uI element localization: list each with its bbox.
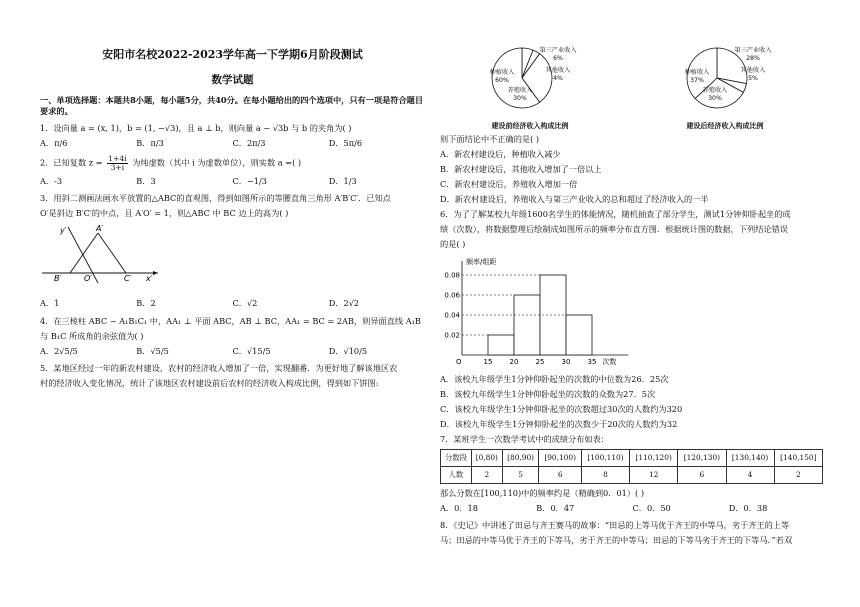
question-1-stem: 1．设向量 a = (x, 1)，b = (1, −√3)，且 a ⊥ b，则向量 a − √3b 与 b 的夹角为( ) [40,123,352,134]
label-o-prime: O′ [84,274,93,284]
label-y-axis: y′ [60,226,67,236]
pie-slice-value: 5% [748,75,758,82]
x-tick-label: 30 [561,357,571,366]
table-cell-count: 2 [471,466,502,483]
question-7-option-d[interactable]: D．0．38 [728,502,768,513]
question-1-option-b[interactable]: B．π/3 [136,138,164,149]
pie-slice-label: 种植收入 [684,69,710,76]
pie-slice-value: 4% [553,75,563,82]
question-6-stem-line2: 绩（次数），将数据整理后绘制成如图所示的频率分布直方图．根据统计图的数据，下列结论错误 [440,224,788,235]
x-axis-label: 次数 [602,357,617,366]
question-1 [40,123,425,149]
question-4-stem-line1: 4．在三棱柱 ABC − A₁B₁C₁ 中，AA₁ ⊥ 平面 ABC，AB ⊥ BC，AA₁ = BC = 2AB，则异面直线 A₁B [40,315,421,326]
table-row-counts [441,466,823,483]
question-3-option-d[interactable]: D．2√2 [328,298,360,309]
question-2-stem-pre: 2．已知复数 [40,157,87,168]
triangle-diagram [40,223,160,291]
question-3-option-c[interactable]: C．√2 [232,298,258,309]
question-6-stem-line1: 6．为了了解某校九年级1600名学生的体能情况，随机抽查了部分学生，测试1分钟仰卧起坐的成 [440,209,791,220]
question-7-option-c[interactable]: C．0．50 [632,502,671,513]
question-6-option-a[interactable]: A．该校九年级学生1分钟仰卧起坐的次数的中位数为26．25次 [440,373,669,384]
pie-slice-value: 30% [513,95,527,102]
origin-label: O [456,357,462,366]
pie-slice-label: 第三产业收入 [734,47,772,54]
question-3-stem-line2: O′是斜边 B′C′的中点，且 A′O′ = 1，则△ABC 中 BC 边上的高为( ) [40,208,289,219]
label-x-axis: x′ [146,274,153,284]
pie-after-caption: 建设后经济收入构成比例 [686,121,764,131]
section-heading: 一、单项选择题：本题共8小题，每小题5分，共40分。在每小题给出的四个选项中，只有一项是符合题目要求的。 [40,95,424,117]
question-2-denominator: 3+i [110,163,125,173]
x-tick-label: 20 [509,357,519,366]
table-cell-range: [110,120) [630,449,678,466]
question-4-options [40,346,425,357]
label-b-prime: B′ [54,274,62,284]
y-tick-label: 0.02 [444,331,460,339]
question-4 [40,316,425,357]
question-7-option-b[interactable]: B．0．47 [536,502,575,513]
y-tick-label: 0.06 [444,291,460,299]
table-cell-range: [90,100) [539,449,581,466]
pie-slice-value: 37% [690,77,704,84]
question-1-options [40,138,425,149]
question-3 [40,193,425,309]
question-5-option-b[interactable]: B．新农村建设后，其他收入增加了一倍以上 [440,164,602,175]
table-cell-range: [100,110) [581,449,629,466]
table-cell-count: 4 [726,466,774,483]
pie-slice-value: 6% [553,55,563,62]
pie-before-caption: 建设前经济收入构成比例 [491,121,569,131]
table-cell-count: 6 [539,466,581,483]
exam-title: 安阳市名校2022-2023学年高一下学期6月阶段测试 [102,48,363,61]
question-2-option-a[interactable]: A．-3 [40,176,63,187]
table-cell-count: 6 [678,466,726,483]
pie-chart-before [440,40,620,116]
pie-chart-after [635,40,815,116]
question-6-option-b[interactable]: B．该校九年级学生1分钟仰卧起坐的次数的众数为27．5次 [440,388,656,399]
question-3-stem-line1: 3．用斜二测画法画水平放置的△ABC的直观图，得到如图所示的等腰直角三角形 A′B′C′．已知点 [40,193,391,204]
question-8-stem-line1: 8．《史记》中讲述了田忌与齐王赛马的故事：“田忌的上等马优于齐王的中等马，劣于齐王的上等 [440,519,790,530]
question-5-option-c[interactable]: C．新农村建设后，养殖收入增加一倍 [440,179,578,190]
question-3-option-a[interactable]: A．1 [40,298,60,309]
question-2-options [40,176,425,187]
table-row-ranges [441,449,823,466]
table-cell-range: [80,90) [502,449,539,466]
pie-slice-label: 种植收入 [489,69,515,76]
table-header-label: 分数段 [441,449,472,466]
table-cell-count: 5 [502,466,539,483]
pie-before-block [440,40,620,131]
right-column [440,40,825,550]
histogram-chart [440,255,630,371]
question-2-numerator: 1+4i [108,154,127,164]
question-6-option-c[interactable]: C．该校九年级学生1分钟仰卧起坐的次数超过30次的人数约为320 [440,403,683,414]
question-7-stem: 7．某班学生一次数学考试中的成绩分布如表： [440,433,609,444]
question-3-options [40,298,425,309]
question-5-option-d[interactable]: D．新农村建设后，养殖收入与第三产业收入的总和超过了经济收入的一半 [440,194,709,205]
question-5-stem-line1: 5．某地区经过一年的新农村建设，农村的经济收入增加了一倍，实现翻番．为更好地了解该地区农 [40,362,398,373]
question-4-option-d[interactable]: D．√10/5 [328,345,368,356]
pie-slice-label: 其他收入 [545,67,571,74]
question-7-options [440,503,825,514]
question-4-option-a[interactable]: A．2√5/5 [40,345,78,356]
x-axis-arrow [153,271,158,275]
question-2-z-label: z = [88,157,103,168]
question-5-stem-line2: 村的经济收入变化情况，统计了该地区农村建设前后农村的经济收入构成比例，得到如下饼图: [40,377,379,388]
question-4-option-c[interactable]: C．√15/5 [232,345,271,356]
question-2 [40,155,425,187]
question-2-option-c[interactable]: C．−1/3 [232,176,267,187]
question-8 [440,520,825,546]
table-cell-range: [140,150] [774,449,822,466]
question-5 [40,363,425,389]
table-cell-count: 12 [630,466,678,483]
question-2-stem [40,155,425,172]
table-cell-range: [0,80) [471,449,502,466]
question-4-stem-line2: 与 B₁C 所成角的余弦值为( ) [40,330,144,341]
pie-slice-value: 28% [746,55,760,62]
question-7 [440,434,825,514]
table-cell-range: [120,130) [678,449,726,466]
exam-subtitle: 数学试题 [211,73,254,86]
histogram-bar [514,295,540,355]
question-2-fraction [107,155,127,172]
pie-slice-value: 30% [708,95,722,102]
question-6-stem-line3: 的是( ) [440,239,466,250]
question-5-option-a[interactable]: A．新农村建设后，种植收入减少 [440,149,561,160]
histogram-bar [488,335,514,355]
question-2-stem-post: 为纯虚数（其中 i 为虚数单位），则实数 a =( ) [132,157,302,168]
label-a-prime: A′ [96,224,104,234]
question-2-option-d[interactable]: D．1/3 [328,176,357,187]
y-tick-label: 0.04 [444,311,460,319]
question-7-question: 那么分数在[100,110)中的频率约是（精确到0．01）( ) [440,487,645,498]
question-1-option-c[interactable]: C．2π/3 [232,138,266,149]
pie-slice-label: 养殖收入 [702,87,728,94]
x-tick-label: 25 [535,357,545,366]
table-cell-range: [130,140) [726,449,774,466]
table-count-label: 人数 [441,466,472,483]
pie-slice-label: 养殖收入 [507,87,533,94]
pie-slice-label: 第三产业收入 [539,47,577,54]
triangle-side-ac [98,233,126,273]
question-7-option-a[interactable]: A．0．18 [440,502,478,513]
question-1-option-a[interactable]: A．π/6 [40,138,68,149]
table-cell-count: 8 [581,466,629,483]
y-axis-label: 频率/组距 [466,257,497,266]
histogram-bar [566,315,592,355]
pie-slice-label: 其他收入 [740,67,766,74]
question-5-lead: 则下面结论中不正确的是( ) [440,134,540,144]
pie-charts-row [440,40,815,131]
label-c-prime: C′ [124,274,132,284]
left-column [40,48,425,393]
question-1-option-d[interactable]: D．5π/6 [328,138,363,149]
x-tick-label: 35 [587,357,597,366]
y-tick-label: 0.08 [444,271,460,279]
pie-after-block [635,40,815,131]
question-6-option-d[interactable]: D．该校九年级学生1分钟仰卧起坐的次数少于20次的人数约为32 [440,418,678,429]
table-cell-count: 2 [774,466,822,483]
x-tick-label: 15 [483,357,493,366]
pie-slice-value: 60% [495,77,509,84]
question-8-stem-line2: 马；田忌的中等马优于齐王的下等马，劣于齐王的中等马；田忌的下等马劣于齐王的下等马．”若双 [440,535,793,546]
score-distribution-table [440,449,823,484]
question-3-option-b[interactable]: B．2 [136,298,156,309]
question-2-option-b[interactable]: B．3 [136,176,156,187]
question-6 [440,209,825,430]
question-4-option-b[interactable]: B．√5/5 [136,345,169,356]
